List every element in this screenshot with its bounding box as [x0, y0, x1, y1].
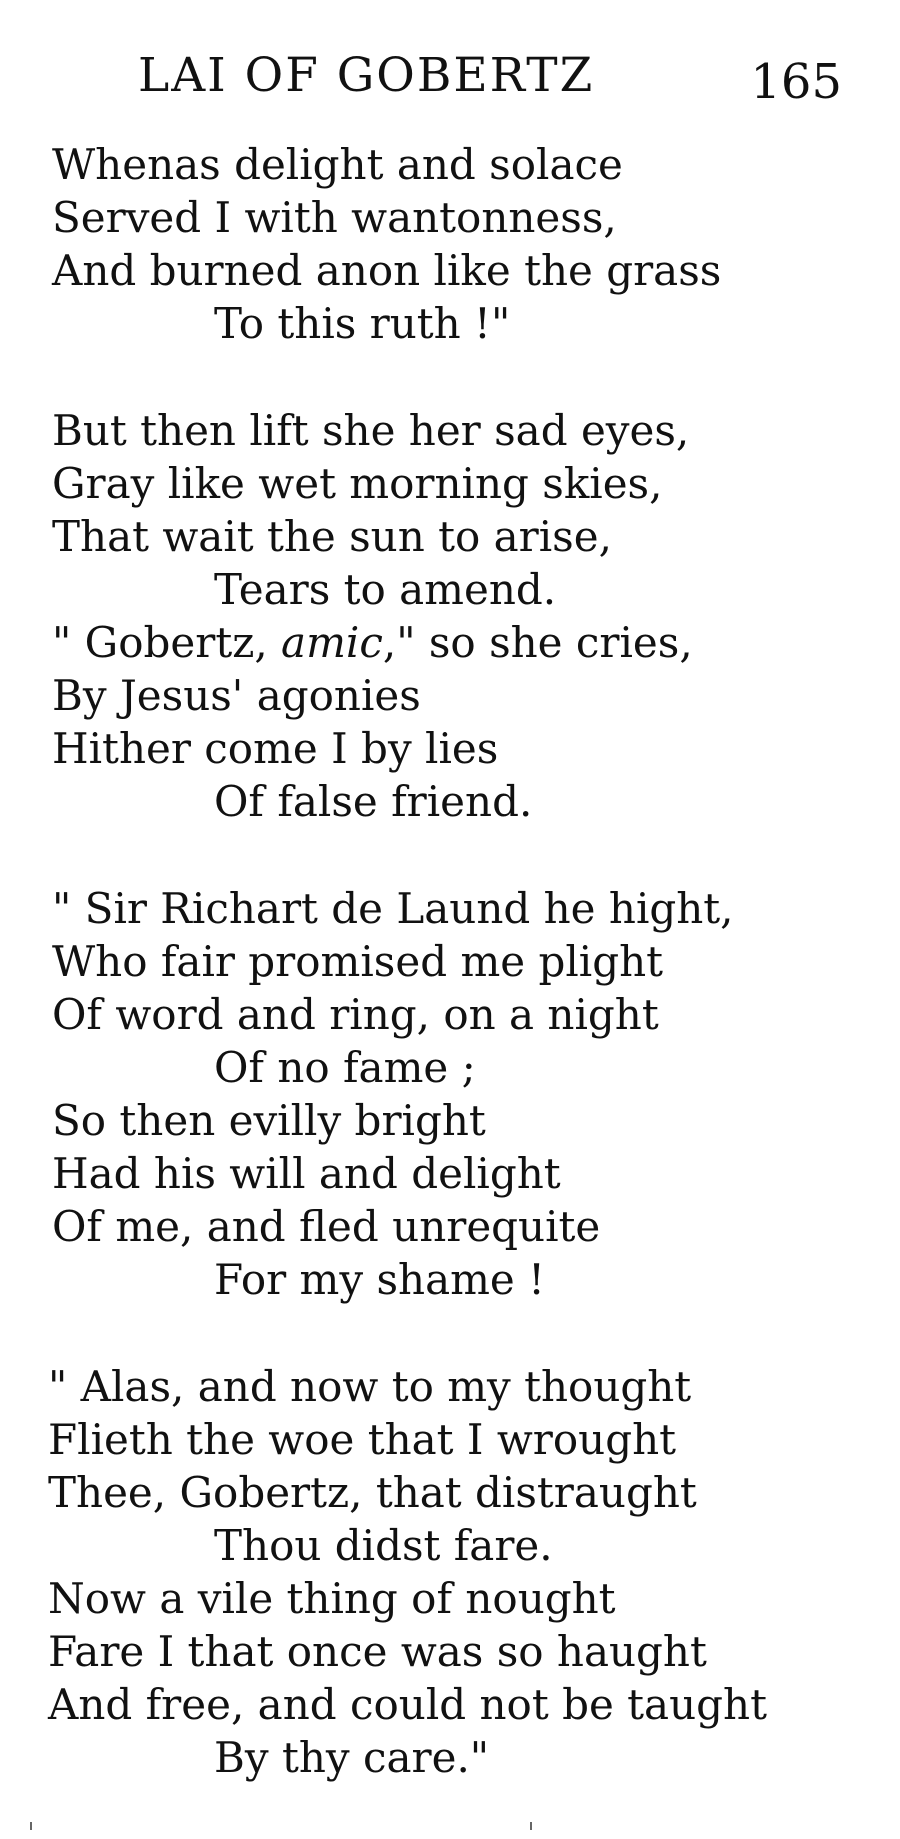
poem-line-indented: For my shame ! [214, 1255, 546, 1304]
poem-line: Thee, Gobertz, that distraught [48, 1468, 697, 1517]
stanza-2 [52, 404, 872, 828]
poem-line: By Jesus' agonies [52, 671, 421, 720]
poem-line: Now a vile thing of nought [48, 1574, 616, 1623]
line-text-before-italic: " Gobertz, [52, 618, 282, 667]
page-number: 165 [750, 54, 842, 110]
poem-line: That wait the sun to arise, [52, 512, 612, 561]
line-text-after-italic: ," so she cries, [382, 618, 693, 667]
poem-line: " Sir Richart de Laund he hight, [52, 884, 734, 933]
stanza-4 [48, 1360, 872, 1784]
scan-edge-mark [30, 1822, 32, 1830]
poem [48, 138, 872, 1838]
running-head [0, 40, 900, 110]
poem-line-indented: Thou didst fare. [214, 1521, 553, 1570]
poem-line: Gray like wet morning skies, [52, 459, 663, 508]
poem-line: Who fair promised me plight [52, 937, 664, 986]
poem-line: Of me, and fled unrequite [52, 1202, 601, 1251]
poem-line-indented: To this ruth !" [214, 299, 511, 348]
poem-line-indented: Of no fame ; [214, 1043, 476, 1092]
poem-line-indented: Of false friend. [214, 777, 533, 826]
running-title: LAI OF GOBERTZ [138, 48, 595, 103]
italic-word: amic [281, 618, 383, 667]
poem-line: " Alas, and now to my thought [48, 1362, 692, 1411]
poem-line: Fare I that once was so haught [48, 1627, 707, 1676]
poem-line: But then lift she her sad eyes, [52, 406, 690, 455]
stanza-1 [52, 138, 872, 350]
poem-line: Flieth the woe that I wrought [48, 1415, 677, 1464]
poem-line-indented: By thy care." [214, 1733, 490, 1782]
poem-line: Of word and ring, on a night [52, 990, 659, 1039]
poem-line: Served I with wantonness, [52, 193, 617, 242]
scan-edge-mark [530, 1822, 532, 1830]
poem-line: Had his will and delight [52, 1149, 561, 1198]
poem-line-indented: Tears to amend. [214, 565, 557, 614]
poem-line: And burned anon like the grass [52, 246, 722, 295]
stanza-3 [52, 882, 872, 1306]
poem-line: So then evilly bright [52, 1096, 486, 1145]
poem-line: And free, and could not be taught [48, 1680, 767, 1729]
poem-line: Hither come I by lies [52, 724, 499, 773]
poem-line-with-italic [52, 616, 872, 669]
poem-line: Whenas delight and solace [52, 140, 623, 189]
